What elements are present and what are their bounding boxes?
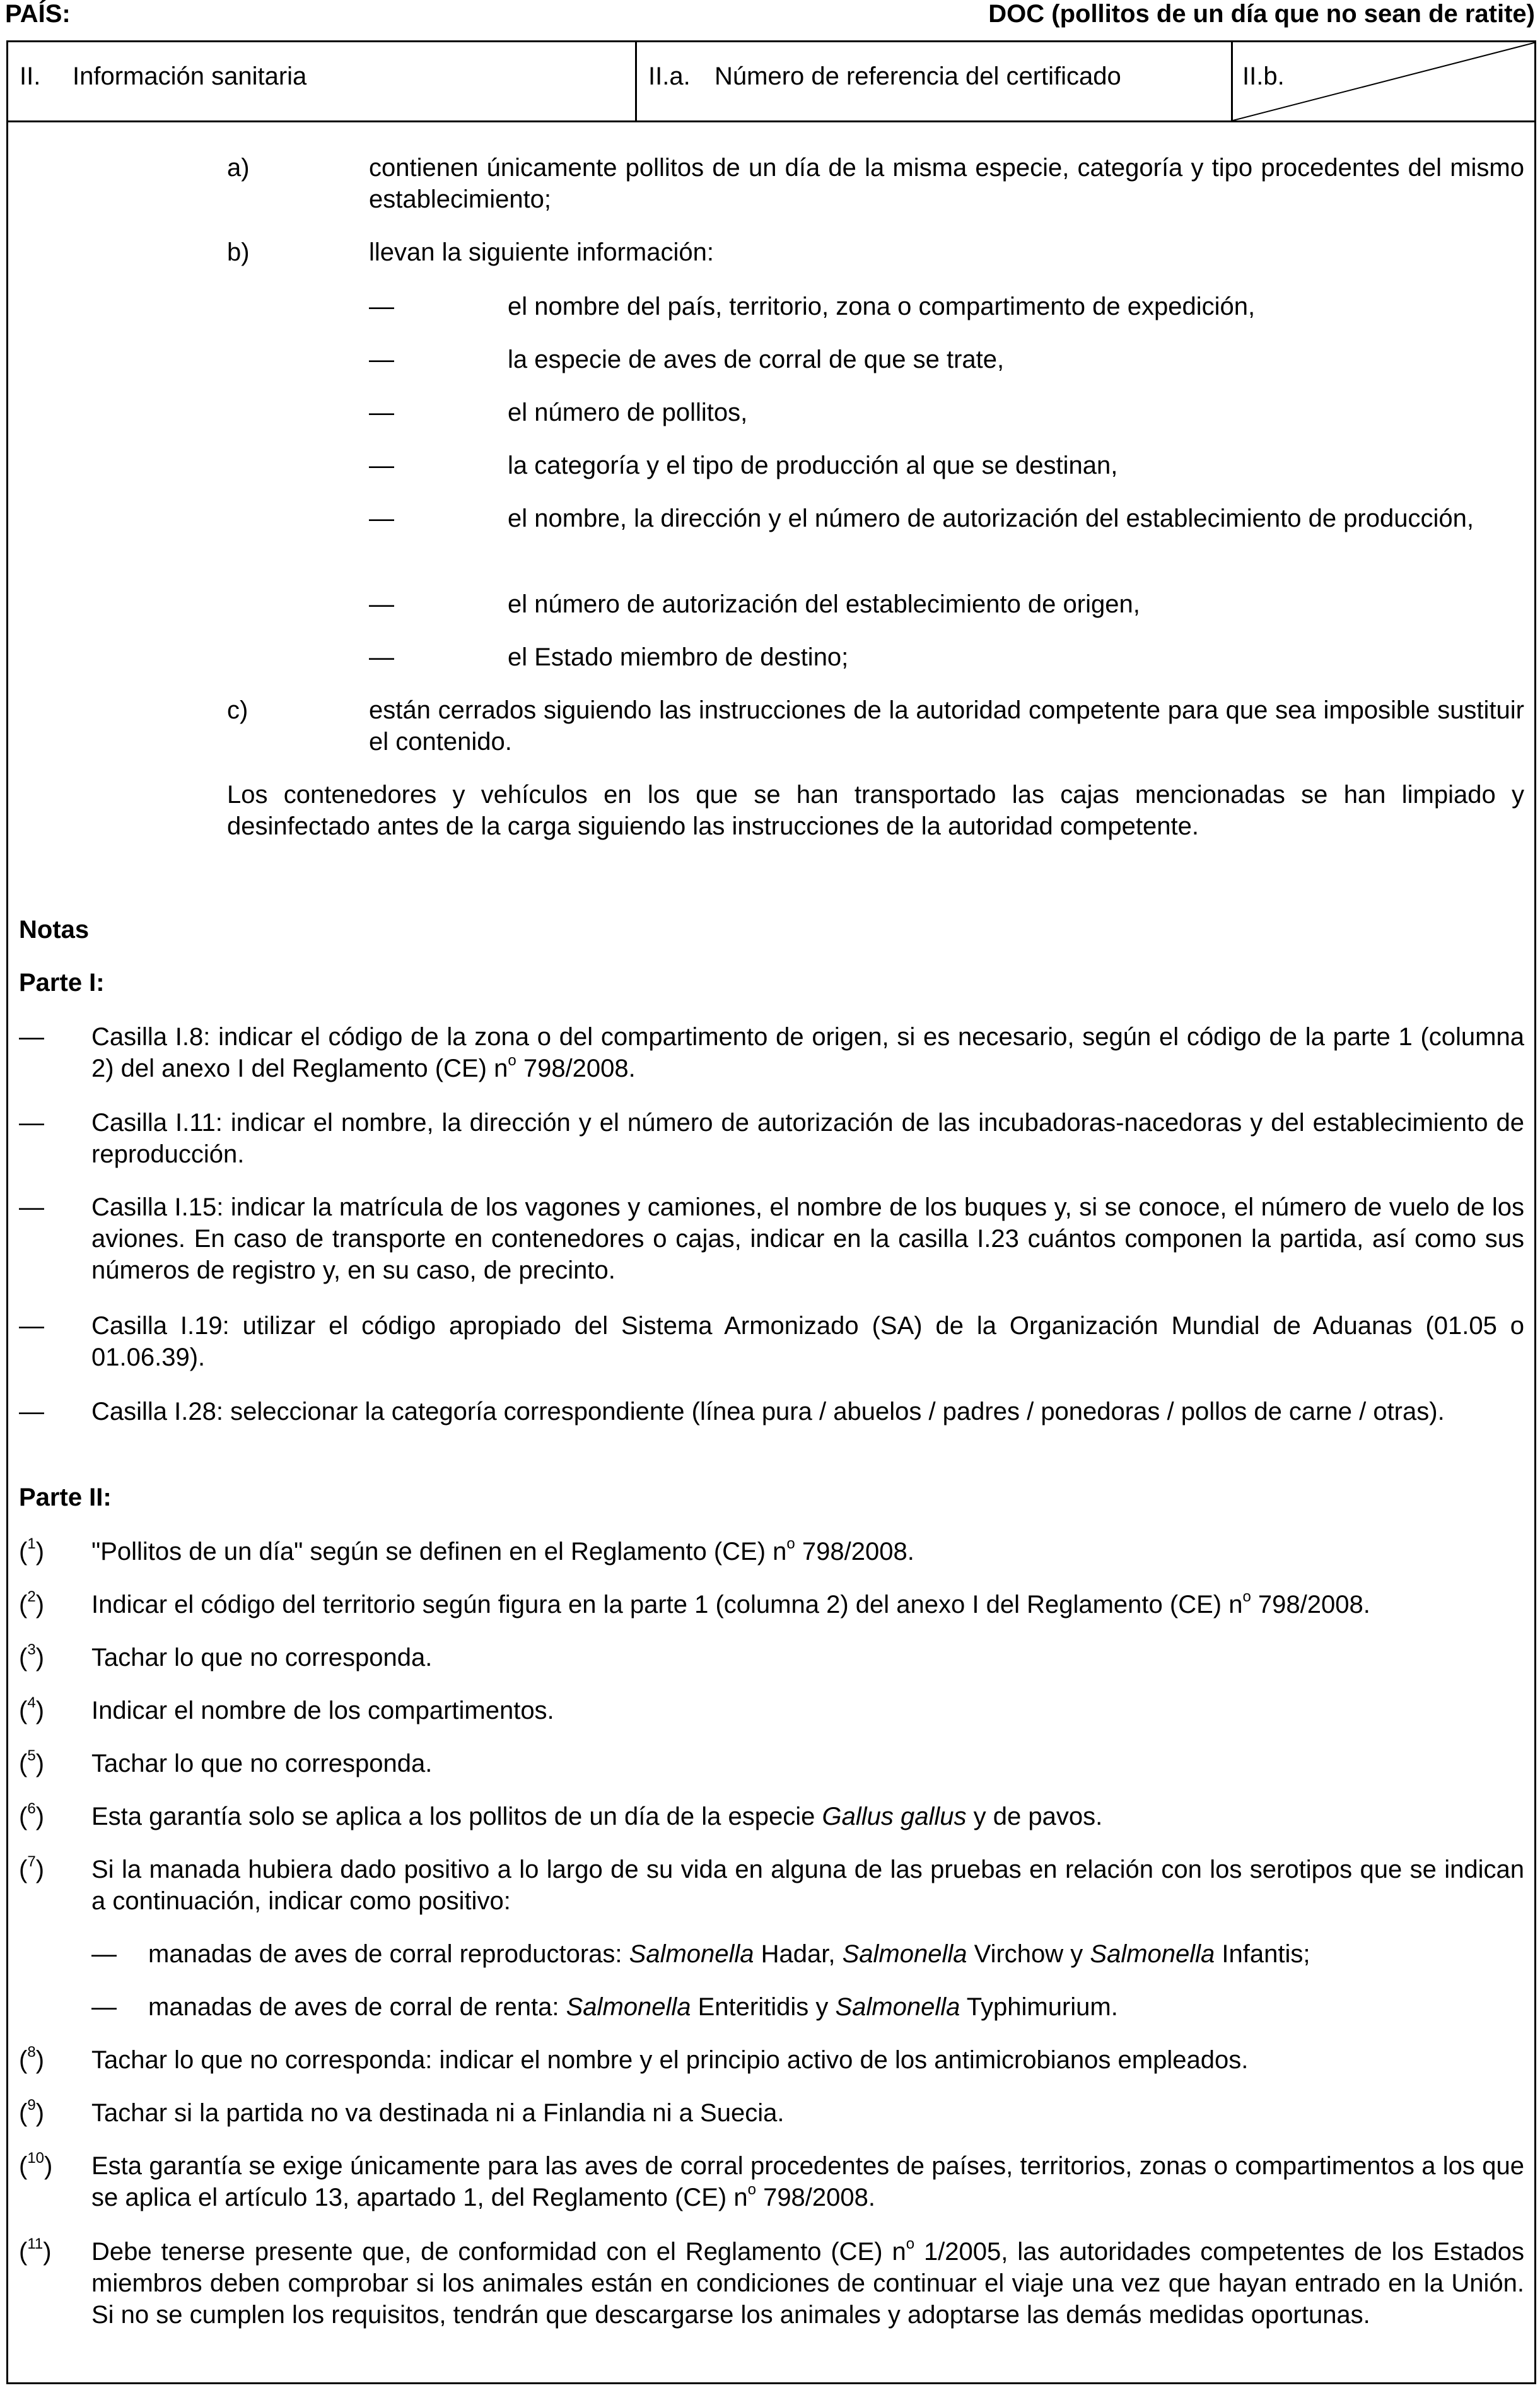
footnote-9: Tachar si la partida no va destinada ni a Finlandia ni a Suecia. [91, 2099, 785, 2127]
footnote-4: Indicar el nombre de los compartimentos. [91, 1697, 554, 1724]
dash: — [19, 1023, 44, 1051]
part1-note-1: Casilla I.8: indicar el código de la zona o del compartimento de origen, si es necesario, según el código de la parte 1 (columna 2) del anexo I del Reglamento (CE) $n^o$ 798/2008. [91, 1023, 1524, 1082]
footnote-8: Tachar lo que no corresponda: indicar el nombre y el principio activo de los antimicrobianos empleados. [91, 2046, 1249, 2074]
section-header [8, 42, 1534, 122]
item-b-label: b) [227, 238, 250, 266]
header-num-1: II. [20, 62, 41, 90]
dash: — [369, 293, 394, 320]
footnote-5: Tachar lo que no corresponda. [91, 1750, 433, 1777]
footnote-ref-5: ($^5$) [19, 1747, 45, 1777]
part1-note-4: Casilla I.19: utilizar el código apropiado del Sistema Armonizado (SA) de la Organización Mundial de Aduanas (01.05 o 01.06.39). [91, 1312, 1524, 1371]
footnote-ref-1: ($^1$) [19, 1535, 45, 1566]
document-title: DOC (pollitos de un día que no sean de ratite) [988, 0, 1535, 28]
b-item-7: el Estado miembro de destino; [508, 643, 849, 671]
dash: — [91, 1993, 117, 2021]
footnote-11: Debe tenerse presente que, de conformidad con el Reglamento (CE) $n^o$ 1/2005, las autoridades competentes de los Estados miembros deben comprobar si los animales están en condiciones de continuar el viaje una vez que hayan entrado en la Unión. Si no se cumplen los requisitos, tendrán que descargarse los animales y adoptarse las demás medidas oportunas. [91, 2235, 1525, 2329]
part1-note-3: Casilla I.15: indicar la matrícula de los vagones y camiones, el nombre de los buques y, si se conoce, el número de vuelo de los aviones. En caso de transporte en contenedores o cajas, indicar en la casilla I.23 cuántos componen la partida, así como sus números de registro y, en su caso, de precinto. [91, 1193, 1524, 1284]
header-num-3: II.b. [1242, 62, 1285, 90]
top-bar [0, 0, 1540, 40]
final-statement: Los contenedores y vehículos en los que se han transportado las cajas mencionadas se han limpiado y desinfectado antes de la carga siguiendo las instrucciones de la autoridad competente. [227, 781, 1524, 840]
dash: — [91, 1940, 117, 1968]
part1-note-2: Casilla I.11: indicar el nombre, la dirección y el número de autorización de las incubadoras-nacedoras y del establecimiento de reproducción. [91, 1109, 1524, 1168]
dash: — [369, 590, 394, 618]
footnote-ref-2: ($^2$) [19, 1588, 45, 1618]
dash: — [19, 1193, 44, 1221]
footnote-ref-9: ($^9$) [19, 2096, 45, 2127]
country-label: PAÍS: [5, 0, 71, 28]
footnote-ref-10: ($^{10}$) [19, 2149, 53, 2180]
footnote-3: Tachar lo que no corresponda. [91, 1644, 433, 1671]
header-cell-code [1233, 42, 1536, 120]
dash: — [369, 399, 394, 426]
footnote-7-item-1: manadas de aves de corral reproductoras: Salmonella Hadar, Salmonella Virchow y Salmonella Infantis; [148, 1940, 1310, 1968]
certificate-frame [6, 40, 1536, 2384]
dash: — [369, 505, 394, 532]
part1-title: Parte I: [19, 969, 105, 997]
b-item-2: la especie de aves de corral de que se trate, [508, 346, 1005, 373]
footnote-ref-3: ($^3$) [19, 1641, 45, 1671]
item-c-label: c) [227, 696, 248, 724]
part1-note-5: Casilla I.28: seleccionar la categoría correspondiente (línea pura / abuelos / padres / ponedoras / pollos de carne / otras). [91, 1398, 1445, 1425]
b-item-1: el nombre del país, territorio, zona o compartimento de expedición, [508, 293, 1256, 320]
footnote-ref-11: ($^{11}$) [19, 2235, 52, 2266]
footnote-ref-7: ($^7$) [19, 1852, 45, 1883]
footnote-ref-4: ($^4$) [19, 1694, 45, 1724]
item-b-text: llevan la siguiente información: [369, 238, 714, 266]
dash: — [19, 1312, 44, 1340]
footnote-7: Si la manada hubiera dado positivo a lo largo de su vida en alguna de las pruebas en relación con los serotipos que se indican a continuación, indicar como positivo: [91, 1856, 1524, 1915]
footnote-7-item-2: manadas de aves de corral de renta: Salmonella Enteritidis y Salmonella Typhimurium. [148, 1993, 1118, 2021]
item-c-text: están cerrados siguiendo las instrucciones de la autoridad competente para que sea imposible sustituir el contenido. [369, 696, 1524, 756]
item-a-label: a) [227, 154, 250, 182]
dash: — [19, 1398, 44, 1425]
footnote-ref-8: ($^8$) [19, 2043, 45, 2074]
header-title-2: Número de referencia del certificado [715, 62, 1121, 90]
dash: — [19, 1109, 44, 1137]
footnote-1: "Pollitos de un día" según se definen en el Reglamento (CE) $n^o$ 798/2008. [91, 1535, 914, 1566]
b-item-6: el número de autorización del establecimiento de origen, [508, 590, 1140, 618]
notes-title: Notas [19, 916, 90, 944]
b-item-3: el número de pollitos, [508, 399, 748, 426]
dash: — [369, 643, 394, 671]
b-item-4: la categoría y el tipo de producción al que se destinan, [508, 452, 1118, 479]
footnote-6: Esta garantía solo se aplica a los pollitos de un día de la especie Gallus gallus y de pavos. [91, 1803, 1103, 1830]
header-title-1: Información sanitaria [73, 62, 307, 90]
part2-title: Parte II: [19, 1484, 112, 1511]
diagonal-line [1233, 42, 1536, 120]
dash: — [369, 452, 394, 479]
header-cell-reference [637, 42, 1233, 120]
footnote-10: Esta garantía se exige únicamente para las aves de corral procedentes de países, territorios, zonas o compartimentos a los que se aplica el artículo 13, apartado 1, del Reglamento (CE) $n^o$ 798/2008. [91, 2152, 1524, 2211]
dash: — [369, 346, 394, 373]
footnote-ref-6: ($^6$) [19, 1800, 45, 1830]
footnote-2: Indicar el código del territorio según figura en la parte 1 (columna 2) del anexo I del Reglamento (CE) $n^o$ 798/2008. [91, 1588, 1370, 1618]
item-a-text: contienen únicamente pollitos de un día de la misma especie, categoría y tipo procedentes del mismo establecimiento; [369, 154, 1524, 213]
header-cell-info [8, 42, 637, 120]
b-item-5: el nombre, la dirección y el número de autorización del establecimiento de producción, [508, 505, 1474, 532]
header-num-2: II.a. [648, 62, 691, 90]
